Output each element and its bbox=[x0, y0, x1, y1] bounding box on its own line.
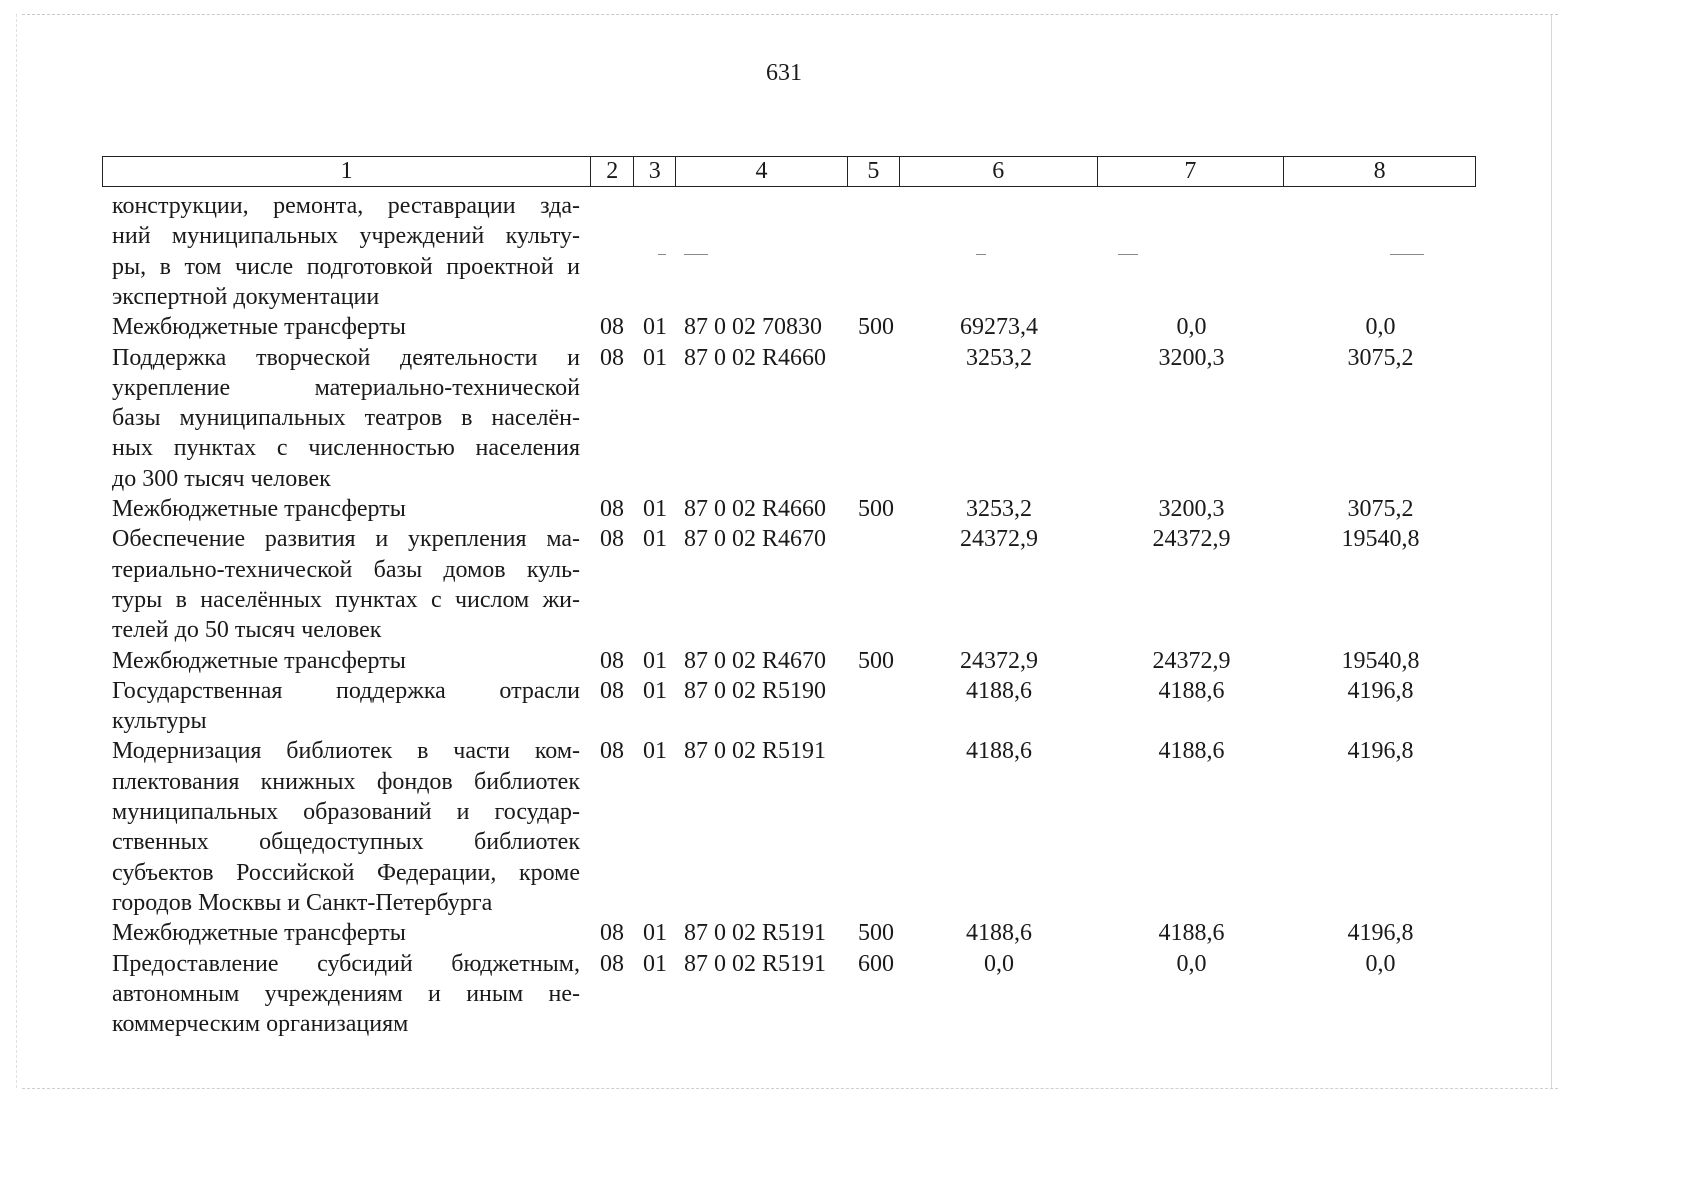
description-line: укрепление материально-технической bbox=[112, 374, 580, 401]
amount-col-6: 4188,6 bbox=[966, 738, 1032, 765]
header-col-6: 6 bbox=[900, 157, 1098, 186]
description-line: конструкции, ремонта, реставрации зда- bbox=[112, 193, 580, 219]
subsection-code: 01 bbox=[643, 314, 667, 341]
row-description bbox=[112, 918, 580, 948]
description-line: ний муниципальных учреждений культу- bbox=[112, 223, 580, 250]
scan-speck bbox=[1390, 254, 1424, 255]
amount-col-7: 4188,6 bbox=[1158, 738, 1225, 765]
description-line: ры, в том числе подготовкой проектной и bbox=[112, 253, 580, 280]
row-description bbox=[112, 949, 580, 1040]
section-code: 08 bbox=[600, 677, 624, 704]
target-article-code: 87 0 02 R4660 bbox=[684, 496, 827, 522]
description-line: Межбюджетные трансферты bbox=[112, 647, 406, 674]
subsection-code: 01 bbox=[643, 950, 667, 977]
expense-type-code: 500 bbox=[858, 920, 894, 947]
description-line: териально-технической базы домов куль- bbox=[112, 556, 580, 583]
amount-col-6: 3253,2 bbox=[966, 344, 1032, 371]
subsection-code: 01 bbox=[643, 496, 667, 522]
header-col-4: 4 bbox=[676, 157, 848, 186]
target-article-code: 87 0 02 R4670 bbox=[684, 526, 827, 553]
description-line: муниципальных образований и государ- bbox=[112, 798, 580, 825]
description-line: Межбюджетные трансферты bbox=[112, 496, 406, 522]
amount-col-7: 4188,6 bbox=[1158, 920, 1225, 947]
expense-type-code: 500 bbox=[858, 314, 894, 341]
amount-col-6: 69273,4 bbox=[960, 314, 1038, 341]
description-line: Обеспечение развития и укрепления ма- bbox=[112, 526, 580, 553]
section-code: 08 bbox=[600, 738, 624, 765]
page-number: 631 bbox=[766, 60, 802, 86]
header-col-3: 3 bbox=[634, 157, 676, 186]
section-code: 08 bbox=[600, 344, 624, 371]
section-code: 08 bbox=[600, 526, 624, 553]
row-description bbox=[112, 646, 580, 676]
amount-col-7: 3200,3 bbox=[1158, 344, 1225, 371]
header-col-2: 2 bbox=[591, 157, 634, 186]
expense-type-code: 500 bbox=[858, 647, 894, 674]
amount-col-7: 24372,9 bbox=[1152, 526, 1231, 553]
description-line: городов Москвы и Санкт-Петербурга bbox=[112, 889, 493, 916]
amount-col-8: 4196,8 bbox=[1347, 920, 1414, 947]
header-col-8: 8 bbox=[1373, 158, 1386, 184]
description-line: Модернизация библиотек в части ком- bbox=[112, 738, 580, 765]
description-line: до 300 тысяч человек bbox=[112, 465, 331, 492]
subsection-code: 01 bbox=[643, 920, 667, 947]
row-description bbox=[112, 676, 580, 737]
scan-edge-bottom bbox=[22, 1088, 1558, 1089]
section-code: 08 bbox=[600, 950, 624, 977]
row-description bbox=[112, 191, 580, 312]
amount-col-6: 4188,6 bbox=[966, 920, 1032, 947]
amount-col-8: 3075,2 bbox=[1347, 496, 1414, 522]
description-line: туры в населённых пунктах с числом жи- bbox=[112, 586, 580, 613]
amount-col-6: 24372,9 bbox=[960, 526, 1038, 553]
amount-col-6: 4188,6 bbox=[966, 677, 1032, 704]
expense-type-code: 500 bbox=[858, 496, 894, 522]
description-line: субъектов Российской Федерации, кроме bbox=[112, 859, 580, 886]
amount-col-7: 3200,3 bbox=[1158, 496, 1225, 522]
subsection-code: 01 bbox=[643, 647, 667, 674]
amount-col-6: 24372,9 bbox=[960, 647, 1038, 674]
table-header bbox=[102, 156, 1476, 187]
header-col-5: 5 bbox=[848, 157, 900, 186]
section-code: 08 bbox=[600, 496, 624, 522]
description-line: Межбюджетные трансферты bbox=[112, 920, 406, 947]
subsection-code: 01 bbox=[643, 344, 667, 371]
target-article-code: 87 0 02 R5191 bbox=[684, 738, 827, 765]
expense-type-code: 600 bbox=[858, 950, 894, 977]
header-col-1: 1 bbox=[103, 157, 591, 186]
amount-col-8: 4196,8 bbox=[1347, 677, 1414, 704]
section-code: 08 bbox=[600, 920, 624, 947]
amount-col-7: 0,0 bbox=[1176, 314, 1207, 341]
scan-edge-left bbox=[16, 14, 17, 1088]
row-description bbox=[112, 343, 580, 494]
description-line: Межбюджетные трансферты bbox=[112, 314, 406, 341]
description-line: телей до 50 тысяч человек bbox=[112, 617, 382, 644]
row-description bbox=[112, 312, 580, 342]
target-article-code: 87 0 02 R5190 bbox=[684, 677, 827, 704]
amount-col-7: 24372,9 bbox=[1152, 647, 1231, 674]
target-article-code: 87 0 02 R5191 bbox=[684, 950, 827, 977]
description-line: базы муниципальных театров в населён- bbox=[112, 405, 580, 432]
header-col-7: 7 bbox=[1098, 157, 1285, 186]
description-line: коммерческим организациям bbox=[112, 1011, 409, 1038]
amount-col-8: 19540,8 bbox=[1341, 526, 1420, 553]
subsection-code: 01 bbox=[643, 526, 667, 553]
amount-col-7: 0,0 bbox=[1176, 950, 1207, 977]
description-line: ственных общедоступных библиотек bbox=[112, 829, 580, 856]
amount-col-6: 3253,2 bbox=[966, 496, 1032, 522]
amount-col-8: 19540,8 bbox=[1341, 647, 1420, 674]
description-line: экспертной документации bbox=[112, 283, 380, 310]
description-line: ных пунктах с численностью населения bbox=[112, 435, 580, 462]
row-description bbox=[112, 494, 580, 524]
section-code: 08 bbox=[600, 314, 624, 341]
amount-col-8: 0,0 bbox=[1365, 314, 1396, 341]
amount-col-8: 4196,8 bbox=[1347, 738, 1414, 765]
amount-col-8: 3075,2 bbox=[1347, 344, 1414, 371]
scan-edge-top bbox=[22, 14, 1558, 15]
amount-col-8: 0,0 bbox=[1365, 950, 1396, 977]
description-line: культуры bbox=[112, 708, 207, 735]
target-article-code: 87 0 02 R4660 bbox=[684, 344, 827, 371]
description-line: плектования книжных фондов библиотек bbox=[112, 768, 580, 795]
description-line: автономным учреждениям и иным не- bbox=[112, 980, 580, 1007]
target-article-code: 87 0 02 R4670 bbox=[684, 647, 827, 674]
scan-speck bbox=[684, 254, 708, 255]
description-line: Государственная поддержка отрасли bbox=[112, 677, 580, 704]
description-line: Предоставление субсидий бюджетным, bbox=[112, 950, 580, 977]
target-article-code: 87 0 02 R5191 bbox=[684, 920, 827, 947]
target-article-code: 87 0 02 70830 bbox=[684, 314, 822, 341]
description-line: Поддержка творческой деятельности и bbox=[112, 344, 580, 371]
scan-speck bbox=[1118, 254, 1138, 255]
amount-col-6: 0,0 bbox=[984, 950, 1014, 977]
subsection-code: 01 bbox=[643, 677, 667, 704]
row-description bbox=[112, 736, 580, 918]
section-code: 08 bbox=[600, 647, 624, 674]
scan-speck bbox=[658, 254, 666, 255]
subsection-code: 01 bbox=[643, 738, 667, 765]
row-description bbox=[112, 524, 580, 645]
amount-col-7: 4188,6 bbox=[1158, 677, 1225, 704]
scan-speck bbox=[976, 254, 986, 255]
scan-edge-right bbox=[1551, 14, 1552, 1088]
